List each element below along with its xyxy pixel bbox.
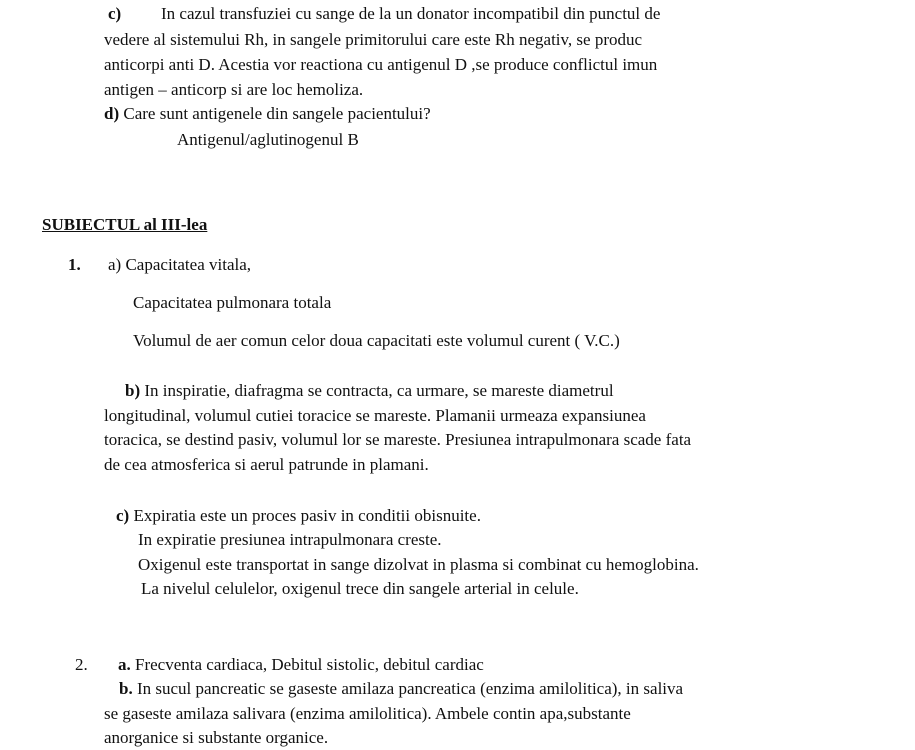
item2-b-line-2: se gaseste amilaza salivara (enzima amilolitica). Ambele contin apa,substante bbox=[104, 704, 631, 723]
prev-c-line-3: anticorpi anti D. Acestia vor reactiona cu antigenul D ,se produce conflictul imun bbox=[104, 55, 658, 74]
item2-a-label: a. bbox=[118, 655, 131, 674]
item2-a bbox=[75, 654, 484, 676]
item1-b-label: b) bbox=[125, 381, 141, 400]
item2-b-label: b. bbox=[119, 679, 133, 698]
item1-c-line-3: Oxigenul este transportat in sange dizolvat in plasma si combinat cu hemoglobina. bbox=[138, 555, 699, 574]
item1-b-line-3: toracica, se destind pasiv, volumul lor se mareste. Presiunea intrapulmonara scade fata bbox=[104, 430, 692, 449]
item1-a-line-2: Capacitatea pulmonara totala bbox=[133, 293, 332, 312]
prev-c-text-1: In cazul transfuziei cu sange de la un donator incompatibil din punctul de bbox=[161, 4, 661, 23]
question-d-label: d) bbox=[104, 104, 120, 123]
answer-d: Antigenul/aglutinogenul B bbox=[177, 130, 359, 149]
item2-number: 2. bbox=[75, 655, 88, 674]
item1-a-line-1: Capacitatea vitala, bbox=[125, 255, 252, 274]
item1-c-label: c) bbox=[116, 506, 130, 525]
item2-a-text: Frecventa cardiaca, Debitul sistolic, debitul cardiac bbox=[135, 655, 484, 674]
item1-a-line-3: Volumul de aer comun celor doua capacitati este volumul curent ( V.C.) bbox=[133, 331, 620, 350]
item1-c-text-1: Expiratia este un proces pasiv in conditii obisnuite. bbox=[133, 506, 481, 525]
item2-b-line-1 bbox=[119, 678, 683, 700]
item1-a bbox=[68, 254, 251, 276]
item1-b-line-4: de cea atmosferica si aerul patrunde in plamani. bbox=[104, 455, 429, 474]
item1-a-label: a) bbox=[108, 255, 122, 274]
item1-c-line-4: La nivelul celulelor, oxigenul trece din sangele arterial in celule. bbox=[141, 579, 579, 598]
prev-c-label: c) bbox=[108, 4, 122, 23]
item2-b-line-3: anorganice si substante organice. bbox=[104, 728, 329, 747]
question-d bbox=[104, 103, 431, 125]
question-d-text: Care sunt antigenele din sangele pacientului? bbox=[123, 104, 431, 123]
item1-c-line-1 bbox=[116, 505, 481, 527]
prev-c-line-1 bbox=[108, 3, 660, 25]
section-heading: SUBIECTUL al III-lea bbox=[42, 215, 208, 234]
item1-b-line-1 bbox=[125, 380, 614, 402]
item2-b-text-1: In sucul pancreatic se gaseste amilaza pancreatica (enzima amilolitica), in saliva bbox=[136, 679, 684, 698]
item1-c-line-2: In expiratie presiunea intrapulmonara creste. bbox=[138, 530, 442, 549]
prev-c-line-2: vedere al sistemului Rh, in sangele primitorului care este Rh negativ, se produc bbox=[104, 30, 643, 49]
item1-b-line-2: longitudinal, volumul cutiei toracice se mareste. Plamanii urmeaza expansiunea bbox=[104, 406, 646, 425]
prev-c-line-4: antigen – anticorp si are loc hemoliza. bbox=[104, 80, 364, 99]
item1-number: 1. bbox=[68, 255, 81, 274]
item1-b-text-1: In inspiratie, diafragma se contracta, ca urmare, se mareste diametrul bbox=[144, 381, 614, 400]
